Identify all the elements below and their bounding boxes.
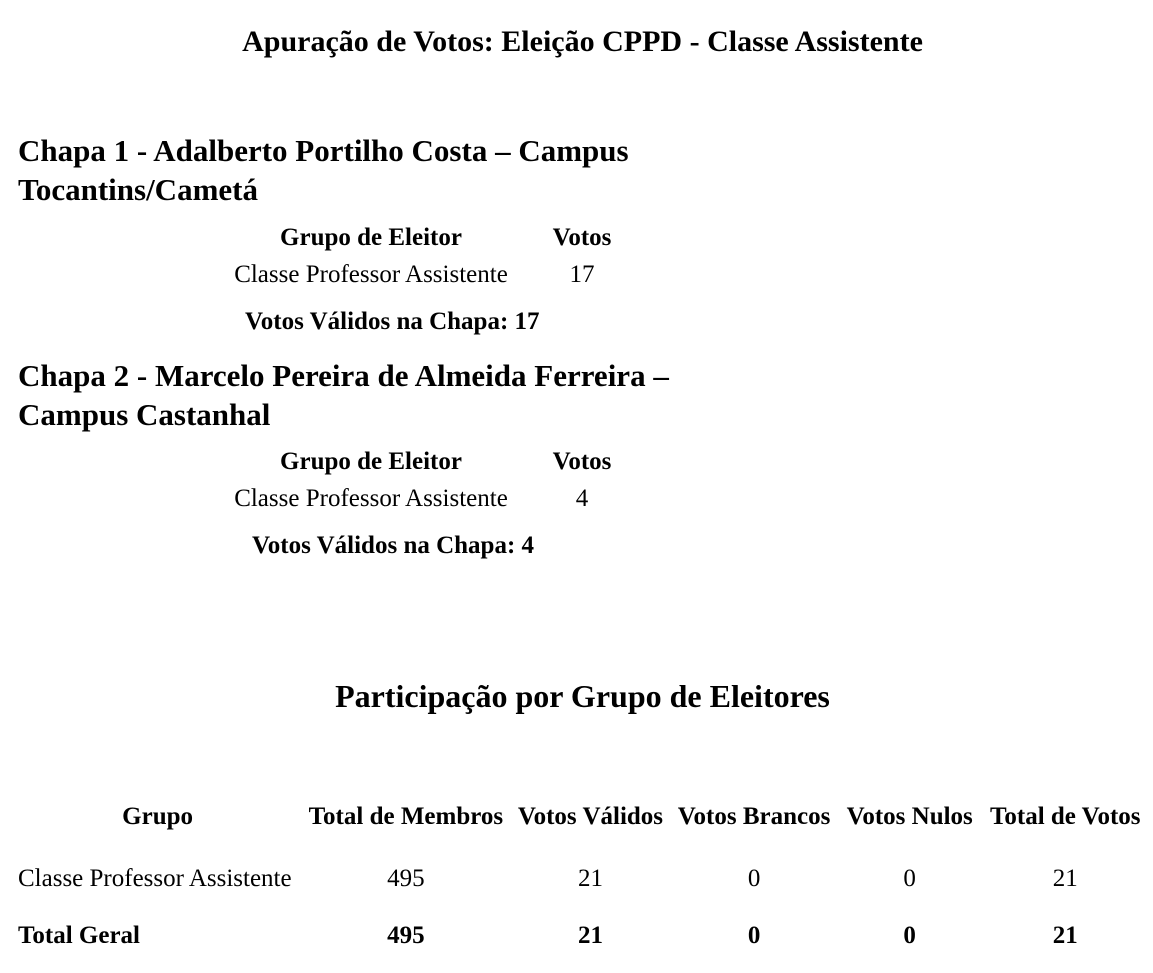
chapa-1-title: Chapa 1 - Adalberto Portilho Costa – Campus Tocantins/Cametá bbox=[18, 133, 629, 207]
group-cell: Classe Professor Assistente bbox=[234, 261, 508, 288]
page-title: Apuração de Votos: Eleição CPPD - Classe Assistente bbox=[242, 25, 923, 58]
null-votes-cell: 0 bbox=[903, 864, 916, 892]
header-grupo: Grupo bbox=[122, 802, 194, 830]
participation-table bbox=[18, 785, 1153, 961]
header-total-de-votos: Total de Votos bbox=[989, 802, 1141, 830]
total-row bbox=[18, 909, 1153, 961]
votes-cell: 4 bbox=[575, 485, 589, 512]
chapa-2-title: Chapa 2 - Marcelo Pereira de Almeida Ferreira – Campus Castanhal bbox=[18, 358, 669, 432]
group-cell: Classe Professor Assistente bbox=[234, 485, 508, 512]
header-votos: Votos bbox=[552, 448, 612, 475]
header-votos: Votos bbox=[552, 224, 612, 251]
header-votos-nulos: Votos Nulos bbox=[846, 802, 973, 830]
header-grupo-de-eleitor: Grupo de Eleitor bbox=[280, 224, 462, 251]
valid-votes-cell: 21 bbox=[577, 864, 603, 892]
group-cell: Classe Professor Assistente bbox=[18, 864, 292, 892]
table-header-row bbox=[210, 219, 632, 256]
total-votes-cell: 21 bbox=[1052, 921, 1078, 949]
header-votos-brancos: Votos Brancos bbox=[677, 802, 831, 830]
header-votos-validos: Votos Válidos bbox=[517, 802, 664, 830]
table-row bbox=[18, 847, 1153, 909]
blank-votes-cell: 0 bbox=[747, 921, 761, 949]
chapa-1-votes-table bbox=[210, 219, 632, 293]
header-grupo-de-eleitor: Grupo de Eleitor bbox=[280, 448, 462, 475]
header-total-de-membros: Total de Membros bbox=[308, 802, 504, 830]
valid-votes-cell: 21 bbox=[577, 921, 603, 949]
total-members-cell: 495 bbox=[387, 921, 425, 949]
null-votes-cell: 0 bbox=[903, 921, 916, 949]
blank-votes-cell: 0 bbox=[747, 864, 761, 892]
chapa-2-votes-table bbox=[210, 443, 632, 517]
votes-cell: 17 bbox=[569, 261, 595, 288]
table-row bbox=[210, 256, 632, 293]
total-members-cell: 495 bbox=[387, 864, 425, 892]
chapa-1-valid-votes: Votos Válidos na Chapa: 17 bbox=[245, 308, 540, 335]
chapa-2-valid-votes: Votos Válidos na Chapa: 4 bbox=[252, 532, 535, 559]
participation-title: Participação por Grupo de Eleitores bbox=[335, 678, 830, 714]
table-header-row bbox=[210, 443, 632, 480]
total-label-cell: Total Geral bbox=[18, 921, 140, 949]
table-header-row bbox=[18, 785, 1153, 847]
table-row bbox=[210, 480, 632, 517]
total-votes-cell: 21 bbox=[1052, 864, 1078, 892]
